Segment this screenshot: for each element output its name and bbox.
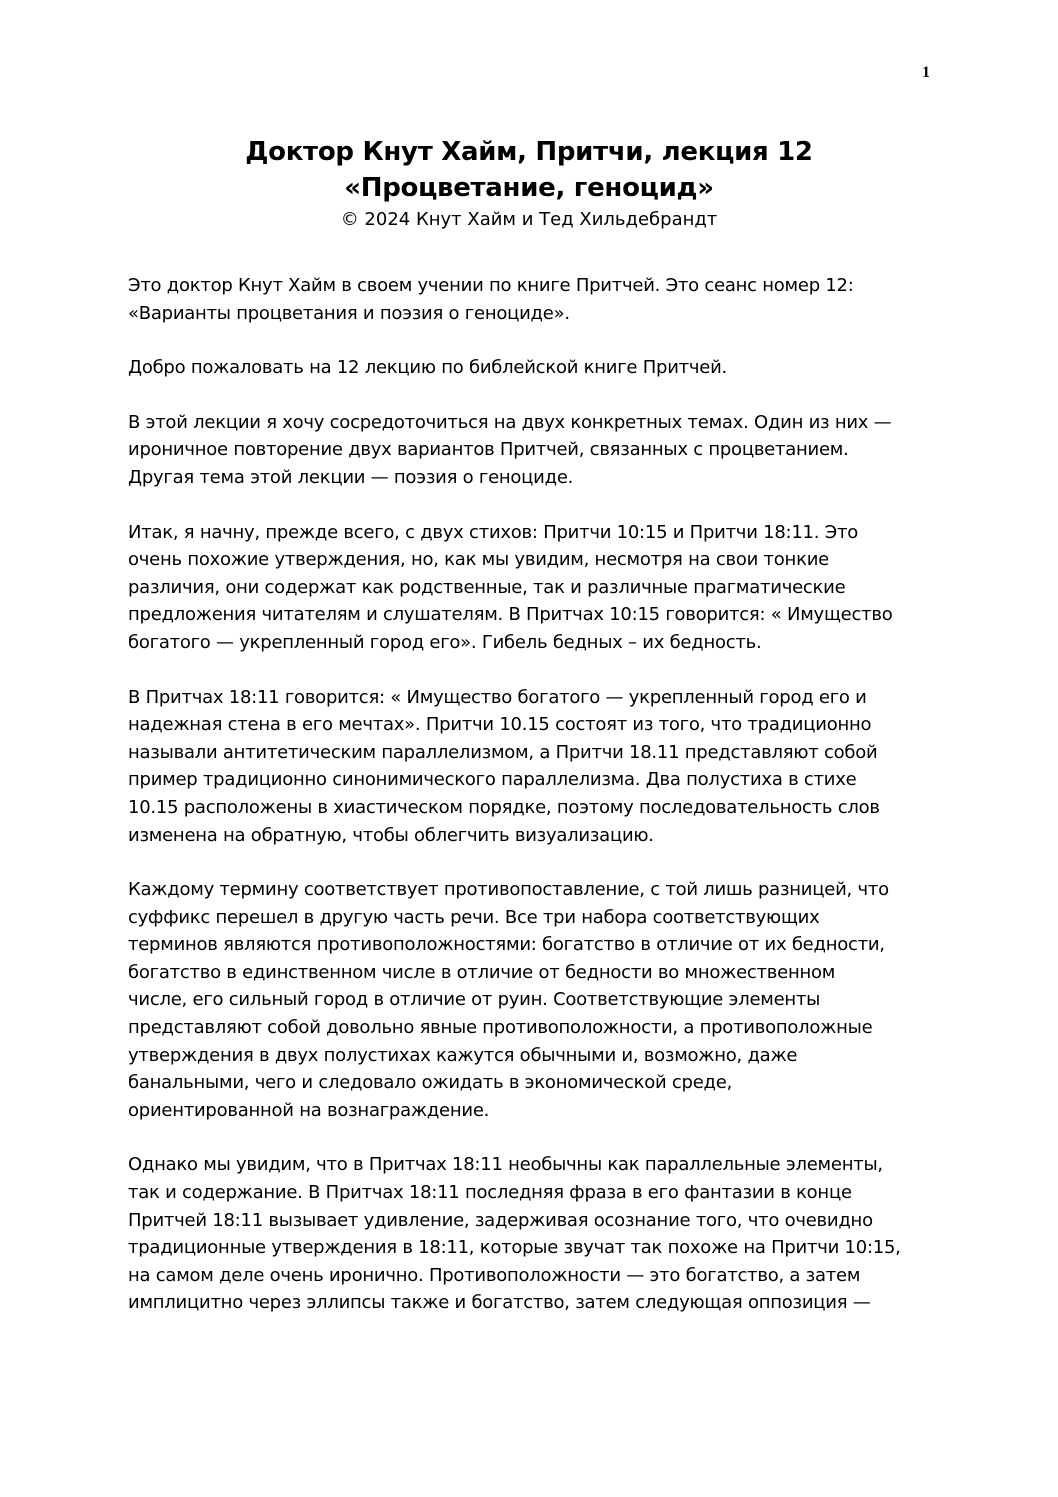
paragraph: Каждому термину соответствует противопоставление, с той лишь разницей, что суффикс перешел в другую часть речи. Все три набора соответствующих терминов являются противоположностями: богатство в отличие от их бедности, богатство в единственном числе в отличие от бедности во множественном числе, его сильный город в отличие от руин. Соответствующие элементы представляют собой довольно явные противоположности, а противоположные утверждения в двух полустихах кажутся обычными и, возможно, даже банальными, чего и следовало ожидать в экономической среде, ориентированной на вознаграждение.: [128, 879, 889, 1121]
title-line-1: Доктор Кнут Хайм, Притчи, лекция 12: [245, 137, 813, 167]
paragraph: Однако мы увидим, что в Притчах 18:11 необычны как параллельные элементы, так и содержание. В Притчах 18:11 последняя фраза в его фантазии в конце Притчей 18:11 вызывает удивление, задерживая осознание того, что очевидно традиционные утверждения в 18:11, которые звучат так похоже на Притчи 10:15, на самом деле очень иронично. Противоположности — это богатство, а затем имплицитно через эллипсы также и богатство, затем следующая оппозиция —: [128, 1154, 901, 1314]
copyright-line: © 2024 Кнут Хайм и Тед Хильдебрандт: [340, 209, 718, 230]
paragraph: В Притчах 18:11 говорится: « Имущество богатого — укрепленный город его и надежная стена в его мечтах». Притчи 10.15 состоят из того, что традиционно называли антитетическим параллелизмом, а Притчи 18.11 представляют собой пример традиционно синонимического параллелизма. Два полустиха в стихе 10.15 расположены в хиастическом порядке, поэтому последовательность слов изменена на обратную, чтобы облегчить визуализацию.: [128, 686, 880, 846]
paragraph: Итак, я начну, прежде всего, с двух стихов: Притчи 10:15 и Притчи 18:11. Это очень похожие утверждения, но, как мы увидим, несмотря на свои тонкие различия, они содержат как родственные, так и различные прагматические предложения читателям и слушателям. В Притчах 10:15 говорится: « Имущество богатого — укрепленный город его». Гибель бедных – их бедность.: [128, 521, 893, 653]
document-header: [0, 134, 1058, 233]
title-line-2: «Процветание, геноцид»: [344, 173, 714, 203]
paragraph: Это доктор Кнут Хайм в своем учении по книге Притчей. Это сеанс номер 12: «Варианты процветания и поэзия о геноциде».: [128, 275, 854, 324]
document-body: [128, 272, 933, 1344]
paragraph: В этой лекции я хочу сосредоточиться на двух конкретных темах. Один из них — ироничное повторение двух вариантов Притчей, связанных с процветанием. Другая тема этой лекции — поэзия о геноциде.: [128, 411, 892, 488]
paragraph: Добро пожаловать на 12 лекцию по библейской книге Притчей.: [128, 357, 728, 379]
page-number: 1: [922, 64, 930, 81]
